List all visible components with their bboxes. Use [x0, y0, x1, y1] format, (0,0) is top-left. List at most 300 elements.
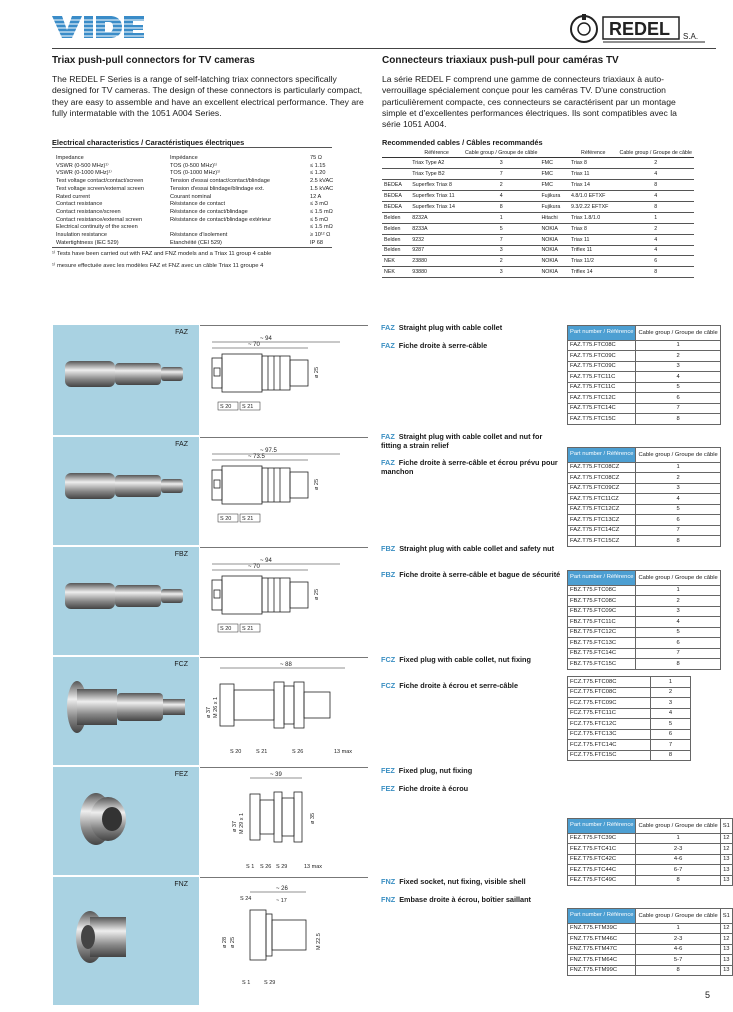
- cable-group: 7: [463, 234, 539, 245]
- part-cable-group: 1: [636, 340, 720, 351]
- product-photo-label: FNZ: [174, 881, 188, 888]
- drawing-tail: [290, 582, 308, 608]
- product-desc-fr: Fiche droite à serre-câble et écrou prévu pour manchon: [381, 458, 558, 476]
- title-en: Triax push-pull connectors for TV cameras: [52, 55, 255, 66]
- part-row: [568, 844, 733, 855]
- cable-brand: BEDEA: [382, 201, 410, 212]
- part-number: FAZ.T75.FTC12C: [568, 393, 636, 404]
- dim-s3: S 29: [264, 980, 276, 986]
- part-row: [568, 955, 733, 966]
- cable-ref-2: Triax 11/2: [569, 256, 618, 267]
- part-row: [568, 473, 721, 484]
- page-number: 5: [704, 990, 710, 1000]
- part-table-header: [568, 326, 721, 341]
- electrical-label-en: Electrical continuity of the screen: [56, 224, 138, 231]
- cable-brand: NEK: [382, 256, 410, 267]
- electrical-value: IP 68: [310, 239, 323, 246]
- dim-l: ~ 17: [276, 898, 287, 904]
- dim-s2: S 1: [242, 980, 251, 986]
- part-number: FAZ.T75.FTC12CZ: [568, 504, 636, 515]
- part-cable-group: 8: [636, 875, 720, 886]
- footnote-en: ¹⁾ Tests have been carried out with FAZ and FNZ models and a Triax 11 group 4 cable: [52, 251, 272, 257]
- cable-group: 5: [463, 223, 539, 234]
- part-table-header: [568, 819, 733, 834]
- cable-ref-2: Triax 11: [569, 169, 618, 180]
- electrical-value: ≥ 10¹² Ω: [310, 232, 331, 238]
- product-desc-fr: Fiche droite à écrou: [398, 784, 469, 793]
- product-code: FAZ: [381, 432, 395, 441]
- cable-ref: 93880: [410, 267, 463, 278]
- product-code-fr: FEZ: [381, 784, 395, 793]
- electrical-label-fr: Impédance: [170, 155, 198, 161]
- part-number: FAZ.T75.FTC15C: [568, 414, 636, 425]
- part-number-table: [567, 908, 733, 976]
- part-row: [568, 515, 721, 526]
- part-number: FCZ.T75.FTC13C: [568, 729, 651, 740]
- part-row: [568, 708, 691, 719]
- electrical-label-en: VSWR (0-500 MHz)¹⁾: [56, 162, 109, 169]
- part-cable-group: 8: [636, 414, 720, 425]
- part-table-header: [568, 448, 721, 463]
- part-cable-group: 2: [636, 351, 720, 362]
- cable-group-2: 6: [618, 256, 694, 267]
- dim-total: ~ 94: [260, 558, 272, 564]
- dim-body: ~ 70: [248, 564, 260, 570]
- connector-photo: [53, 547, 199, 655]
- part-cable-group: 3: [651, 698, 691, 709]
- part-number: FAZ.T75.FTC15CZ: [568, 536, 636, 547]
- part-cable-group: 2: [636, 473, 720, 484]
- part-cable-group: 4-6: [636, 944, 720, 955]
- cable-group-2: 4: [618, 234, 694, 245]
- technical-drawing: [200, 658, 368, 766]
- electrical-value: 2.5 kVAC: [310, 178, 334, 185]
- part-number: FBZ.T75.FTC09C: [568, 606, 636, 617]
- cable-row: [382, 256, 694, 267]
- part-cable-group: 8: [636, 536, 720, 547]
- cable-group-2: 8: [618, 201, 694, 212]
- intro-en: The REDEL F Series is a range of self-latching triax connectors specifically designed for TV cameras. The design of these connectors is particularly compact, they are easy to assemble and have an excellent electrical performance. They are fully intermatable with the 1051 A004 Series.: [52, 74, 364, 118]
- drawing-key: [214, 368, 220, 376]
- part-row: [568, 965, 733, 976]
- cable-ref: Triax Type A2: [410, 158, 463, 169]
- electrical-label-fr: TOS (0-500 MHz)¹⁾: [170, 162, 218, 169]
- cable-ref-2: 9.3/2.22 EFTXF: [569, 201, 618, 212]
- connector-photo: [53, 877, 199, 1005]
- product-label-fr: [381, 458, 561, 476]
- electrical-bottom-rule: [52, 247, 332, 248]
- part-number: FEZ.T75.FTC49C: [568, 875, 636, 886]
- part-number: FBZ.T75.FTC08C: [568, 585, 636, 596]
- part-cable-group: 1: [651, 677, 691, 688]
- product-photo-label: FCZ: [174, 661, 188, 668]
- part-row: [568, 504, 721, 515]
- part-number: FCZ.T75.FTC15C: [568, 750, 651, 761]
- part-s1: 13: [720, 865, 732, 876]
- product-label-en: [381, 432, 561, 450]
- electrical-label-en: Contact resistance: [56, 201, 103, 208]
- part-cable-group: 5: [651, 719, 691, 730]
- part-number: FAZ.T75.FTC08CZ: [568, 473, 636, 484]
- dim-total: ~ 39: [270, 772, 282, 778]
- connector-photo: [53, 437, 199, 545]
- cable-group: 3: [463, 267, 539, 278]
- technical-drawing: [200, 548, 368, 656]
- cable-group: 2: [463, 256, 539, 267]
- part-row: [568, 944, 733, 955]
- electrical-value: ≤ 1.5 mΩ: [310, 208, 333, 215]
- product-label-en: [381, 544, 561, 553]
- product-photo: [53, 437, 199, 545]
- part-cable-group: 5: [636, 382, 720, 393]
- photo-plug-tail: [161, 479, 183, 493]
- electrical-label-fr: Tension d'essai contact/contact/blindage: [170, 178, 270, 185]
- dim-s2: S 21: [242, 404, 254, 410]
- part-row: [568, 698, 691, 709]
- cable-brand: BEDEA: [382, 191, 410, 202]
- product-drawing: [200, 767, 368, 876]
- part-row: [568, 627, 721, 638]
- part-row: [568, 536, 721, 547]
- footnote-fr: ¹⁾ mesure effectuée avec les modèles FAZ et FNZ avec un câble Triax 11 groupe 4: [52, 263, 264, 269]
- part-number-header: Part number / Référence: [568, 819, 636, 834]
- cable-row: [382, 267, 694, 278]
- photo-plug-body: [65, 473, 115, 499]
- product-label-en: [381, 877, 561, 886]
- header-rule: [52, 48, 716, 49]
- part-row: [568, 483, 721, 494]
- part-number-header: Part number / Référence: [568, 448, 636, 463]
- part-number-table: [567, 570, 721, 670]
- part-number: FCZ.T75.FTC08C: [568, 687, 651, 698]
- electrical-label-en: Impedance: [56, 155, 84, 161]
- cables-table: [382, 149, 694, 278]
- electrical-label-fr: TOS (0-1000 MHz)¹⁾: [170, 170, 221, 177]
- cable-brand: [382, 158, 410, 169]
- cable-group-header: Cable group / Groupe de câble: [636, 909, 720, 924]
- part-row: [568, 659, 721, 670]
- product-desc-fr: Fiche droite à serre-câble et bague de sécurité: [399, 570, 561, 579]
- part-number: FAZ.T75.FTC08CZ: [568, 462, 636, 473]
- cable-brand-2: Fujikura: [539, 191, 569, 202]
- drawing-collet: [262, 356, 290, 390]
- product-label-fr: [381, 570, 561, 579]
- cable-group-2: 2: [618, 158, 694, 169]
- dim-d3: M 22.5: [316, 933, 322, 950]
- product-photo: [53, 547, 199, 655]
- cable-brand: BEDEA: [382, 180, 410, 191]
- electrical-label-en: Insulation resistance: [56, 232, 107, 238]
- part-cable-group: 6-7: [636, 865, 720, 876]
- redel-logo-text: REDEL: [609, 19, 671, 39]
- product-drawing: [200, 325, 368, 436]
- part-cable-group: 1: [636, 462, 720, 473]
- cable-brand-2: NOKIA: [539, 256, 569, 267]
- part-s1: 12: [720, 923, 732, 934]
- cable-brand-2: NOKIA: [539, 245, 569, 256]
- product-desc-en: Fixed socket, nut fixing, visible shell: [399, 877, 526, 886]
- cable-group: 2: [463, 180, 539, 191]
- dim-total: ~ 97.5: [260, 448, 277, 454]
- cable-group-2: 4: [618, 245, 694, 256]
- cable-group-2: 8: [618, 180, 694, 191]
- cable-ref-2: Triax 14: [569, 180, 618, 191]
- electrical-title-rule: [52, 147, 332, 148]
- part-row: [568, 340, 721, 351]
- cable-ref-2: Triflex 11: [569, 245, 618, 256]
- cable-group-2: 8: [618, 267, 694, 278]
- part-number: FBZ.T75.FTC08C: [568, 596, 636, 607]
- part-number-table: [567, 818, 733, 886]
- cable-ref-2: Triax 1.8/1.0: [569, 212, 618, 223]
- electrical-label-en: Rated current: [56, 193, 90, 200]
- dim-max: 13 max: [334, 749, 353, 755]
- part-number: FAZ.T75.FTC14C: [568, 403, 636, 414]
- photo-plug-collet: [115, 585, 161, 607]
- cable-row: [382, 158, 694, 169]
- part-number: FEZ.T75.FTC41C: [568, 844, 636, 855]
- cable-brand: Belden: [382, 223, 410, 234]
- electrical-label-en: Test voltage contact/contact/screen: [56, 178, 144, 185]
- product-label-fr: [381, 341, 561, 350]
- product-photo: [53, 877, 199, 1005]
- cables-hdr-group-2: Cable group / Groupe de câble: [618, 149, 694, 158]
- part-cable-group: 4: [636, 494, 720, 505]
- part-number: FAZ.T75.FTC14CZ: [568, 525, 636, 536]
- part-row: [568, 462, 721, 473]
- electrical-value: 75 Ω: [310, 155, 322, 161]
- cable-brand-2: Fujikura: [539, 201, 569, 212]
- electrical-label-en: Test voltage screen/external screen: [56, 185, 144, 192]
- electrical-label-en: Contact resistance/screen: [56, 208, 121, 215]
- cable-row: [382, 245, 694, 256]
- cable-brand: NEK: [382, 267, 410, 278]
- drawing-body: [222, 466, 262, 504]
- product-drawing: [200, 877, 368, 1006]
- part-cable-group: 8: [636, 659, 720, 670]
- drawing-collet: [262, 468, 290, 502]
- technical-drawing: [200, 878, 368, 1006]
- part-cable-group: 7: [636, 648, 720, 659]
- dim-s1: S 20: [230, 749, 242, 755]
- part-number-header: Part number / Référence: [568, 909, 636, 924]
- part-row: [568, 833, 733, 844]
- dim-sub: M 26 x 1: [213, 696, 219, 718]
- dim-s1: S 20: [220, 404, 232, 410]
- part-table-header: [568, 909, 733, 924]
- part-number: FAZ.T75.FTC09CZ: [568, 483, 636, 494]
- product-label-fr: [381, 895, 561, 904]
- electrical-value: ≤ 3 mΩ: [310, 201, 329, 208]
- product-photo-label: FBZ: [174, 551, 188, 558]
- dim-d2: ø 35: [310, 812, 316, 824]
- part-cable-group: 5: [636, 627, 720, 638]
- connector-photo: [53, 325, 199, 435]
- electrical-label-en: Watertightness (IEC 529): [56, 239, 119, 246]
- part-cable-group: 7: [636, 403, 720, 414]
- s1-header: S1: [720, 819, 732, 834]
- product-photo: [53, 325, 199, 435]
- product-code: FNZ: [381, 877, 396, 886]
- cable-brand-2: FMC: [539, 180, 569, 191]
- product-code-fr: FAZ: [381, 341, 395, 350]
- product-photo-label: FAZ: [175, 441, 188, 448]
- cable-brand: Belden: [382, 212, 410, 223]
- part-row: [568, 361, 721, 372]
- photo-plug-tail: [161, 367, 183, 381]
- cable-brand-2: FMC: [539, 169, 569, 180]
- cable-group: 3: [463, 158, 539, 169]
- technical-drawing: [200, 438, 368, 546]
- part-number: FAZ.T75.FTC09C: [568, 361, 636, 372]
- part-number: FBZ.T75.FTC12C: [568, 627, 636, 638]
- dim-s2: S 21: [242, 626, 254, 632]
- part-row: [568, 934, 733, 945]
- part-row: [568, 875, 733, 886]
- cable-brand: [382, 169, 410, 180]
- cable-row: [382, 201, 694, 212]
- part-number: FNZ.T75.FTM64C: [568, 955, 636, 966]
- dim-diam: ø 25: [314, 366, 320, 378]
- part-row: [568, 923, 733, 934]
- cable-ref-2: Triax 8: [569, 223, 618, 234]
- part-cable-group: 5: [636, 504, 720, 515]
- product-desc-en: Fixed plug, nut fixing: [398, 766, 473, 775]
- product-desc-en: Straight plug with cable collet and safety nut: [399, 544, 555, 553]
- part-cable-group: 2-3: [636, 934, 720, 945]
- dim-s2: S 21: [256, 749, 268, 755]
- part-cable-group: 2: [651, 687, 691, 698]
- drawing-tail: [290, 472, 308, 498]
- dim-body: ~ 73.5: [248, 454, 265, 460]
- electrical-title: Electrical characteristics / Caractéristiques électriques: [52, 138, 245, 147]
- part-s1: 12: [720, 934, 732, 945]
- electrical-row: [52, 239, 330, 247]
- part-row: [568, 372, 721, 383]
- cable-group-header: Cable group / Groupe de câble: [636, 448, 720, 463]
- part-number: FAZ.T75.FTC09C: [568, 351, 636, 362]
- photo-plug-collet: [115, 363, 161, 385]
- dim-total: ~ 88: [280, 662, 292, 668]
- part-row: [568, 729, 691, 740]
- electrical-label-fr: Courant nominal: [170, 193, 212, 200]
- dim-s1: S 20: [220, 516, 232, 522]
- part-number: FCZ.T75.FTC08C: [568, 677, 651, 688]
- cable-ref: 8233A: [410, 223, 463, 234]
- product-code-fr: FBZ: [381, 570, 396, 579]
- dim-d2: ø 25: [230, 936, 236, 948]
- part-cable-group: 3: [636, 361, 720, 372]
- electrical-label-fr: Résistance de contact: [170, 201, 226, 208]
- part-number: FBZ.T75.FTC11C: [568, 617, 636, 628]
- product-desc-en: Straight plug with cable collet and nut for fitting a strain relief: [381, 432, 543, 450]
- cable-group: 3: [463, 245, 539, 256]
- drawing-head: [212, 470, 222, 500]
- cables-hdr-ref-2: Référence: [569, 149, 618, 158]
- cables-hdr-ref: Référence: [410, 149, 463, 158]
- electrical-label-fr: Résistance d'isolement: [170, 232, 228, 238]
- cable-brand-2: NOKIA: [539, 234, 569, 245]
- connector-photo: [53, 767, 199, 875]
- part-cable-group: 1: [636, 923, 720, 934]
- dim-sub: M 29 x 1: [239, 812, 245, 834]
- dim-max: 13 max: [304, 864, 323, 870]
- cable-brand: Belden: [382, 234, 410, 245]
- part-row: [568, 525, 721, 536]
- part-row: [568, 414, 721, 425]
- part-row: [568, 740, 691, 751]
- part-cable-group: 4: [636, 372, 720, 383]
- cable-brand-2: FMC: [539, 158, 569, 169]
- electrical-value: 1.5 kVAC: [310, 185, 334, 192]
- part-row: [568, 638, 721, 649]
- part-row: [568, 585, 721, 596]
- part-cable-group: 8: [636, 965, 720, 976]
- electrical-value: ≤ 1.15: [310, 162, 326, 169]
- product-code: FEZ: [381, 766, 395, 775]
- drawing-key: [214, 480, 220, 488]
- product-photo-label: FEZ: [174, 771, 188, 778]
- product-desc-en: Fixed plug with cable collet, nut fixing: [399, 655, 531, 664]
- dim-total: ~ 26: [276, 886, 288, 892]
- cable-ref-2: Triflex 14: [569, 267, 618, 278]
- cable-group: 8: [463, 201, 539, 212]
- cable-group: 7: [463, 169, 539, 180]
- part-row: [568, 687, 691, 698]
- part-s1: 12: [720, 844, 732, 855]
- part-row: [568, 719, 691, 730]
- cable-ref: 23880: [410, 256, 463, 267]
- part-number: FAZ.T75.FTC13CZ: [568, 515, 636, 526]
- product-drawing: [200, 657, 368, 766]
- part-cable-group: 7: [636, 525, 720, 536]
- part-number: FAZ.T75.FTC08C: [568, 340, 636, 351]
- part-number-table: [567, 447, 721, 547]
- video-logo: [50, 12, 150, 42]
- cable-ref-2: Triax 8: [569, 158, 618, 169]
- technical-drawing: [200, 326, 368, 436]
- drawing-body: [222, 354, 262, 392]
- dim-diam: ø 25: [314, 478, 320, 490]
- cable-group-header: Cable group / Groupe de câble: [636, 571, 720, 586]
- part-number: FEZ.T75.FTC42C: [568, 854, 636, 865]
- dim-s3: S 29: [276, 864, 288, 870]
- cable-row: [382, 191, 694, 202]
- part-row: [568, 750, 691, 761]
- part-number: FEZ.T75.FTC44C: [568, 865, 636, 876]
- part-number: FNZ.T75.FTM47C: [568, 944, 636, 955]
- part-row: [568, 393, 721, 404]
- electrical-label-en: VSWR (0-1000 MHz)¹⁾: [56, 170, 112, 177]
- product-desc-en: Straight plug with cable collet: [398, 323, 503, 332]
- drawing-key: [214, 590, 220, 598]
- part-number: FBZ.T75.FTC13C: [568, 638, 636, 649]
- part-number: FBZ.T75.FTC14C: [568, 648, 636, 659]
- product-drawing: [200, 547, 368, 656]
- part-row: [568, 648, 721, 659]
- part-s1: 12: [720, 833, 732, 844]
- electrical-value: ≤ 5 mΩ: [310, 216, 329, 223]
- product-label-en: [381, 323, 561, 332]
- title-fr: Connecteurs triaxiaux push-pull pour caméras TV: [382, 55, 619, 66]
- cable-group: 4: [463, 191, 539, 202]
- cable-group-header: Cable group / Groupe de câble: [636, 819, 720, 834]
- product-label-en: [381, 655, 561, 664]
- dim-s3: S 26: [292, 749, 304, 755]
- product-label-fr: [381, 681, 561, 690]
- part-s1: 13: [720, 955, 732, 966]
- dim-s2: S 26: [260, 864, 272, 870]
